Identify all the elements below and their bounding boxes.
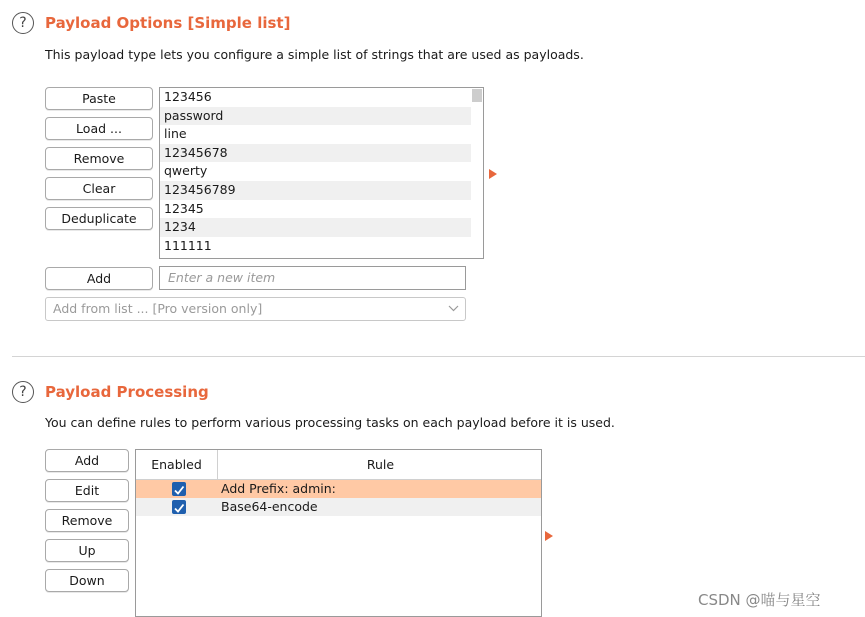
list-item[interactable]: 1234: [160, 218, 471, 237]
expand-arrow-icon[interactable]: [545, 531, 553, 541]
payload-list[interactable]: [159, 87, 484, 259]
load-button[interactable]: Load ...: [45, 117, 153, 140]
paste-button[interactable]: Paste: [45, 87, 153, 110]
table-row[interactable]: [136, 498, 541, 516]
rule-text: Add Prefix: admin:: [221, 481, 336, 496]
payload-processing-title: Payload Processing: [45, 383, 209, 401]
down-button[interactable]: Down: [45, 569, 129, 592]
scrollbar-thumb[interactable]: [472, 89, 482, 102]
enabled-checkbox[interactable]: [172, 482, 186, 496]
deduplicate-button[interactable]: Deduplicate: [45, 207, 153, 230]
list-item[interactable]: 111111: [164, 237, 212, 253]
payload-options-title: Payload Options [Simple list]: [45, 14, 291, 32]
up-button[interactable]: Up: [45, 539, 129, 562]
rule-text: Base64-encode: [221, 499, 318, 514]
add-item-button[interactable]: Add: [45, 267, 153, 290]
column-enabled[interactable]: Enabled: [136, 450, 218, 479]
list-item[interactable]: qwerty: [164, 163, 208, 179]
table-header: [136, 450, 541, 480]
help-icon[interactable]: ?: [12, 12, 34, 34]
list-item[interactable]: password: [160, 107, 471, 126]
payload-processing-description: You can define rules to perform various processing tasks on each payload before it is used.: [45, 415, 615, 430]
list-item[interactable]: 123456789: [160, 181, 471, 200]
list-item[interactable]: line: [164, 126, 187, 142]
chevron-down-icon: [448, 305, 459, 312]
remove-rule-button[interactable]: Remove: [45, 509, 129, 532]
watermark: CSDN @喵与星空: [698, 591, 821, 609]
list-item[interactable]: 12345: [164, 200, 204, 216]
add-from-list-select[interactable]: [45, 297, 466, 321]
clear-button[interactable]: Clear: [45, 177, 153, 200]
edit-rule-button[interactable]: Edit: [45, 479, 129, 502]
remove-button[interactable]: Remove: [45, 147, 153, 170]
expand-arrow-icon[interactable]: [489, 169, 497, 179]
list-item[interactable]: 12345678: [160, 144, 471, 163]
check-icon: [172, 501, 186, 515]
help-icon[interactable]: ?: [12, 381, 34, 403]
rules-table[interactable]: [135, 449, 542, 617]
section-divider: [12, 356, 865, 357]
table-row[interactable]: [136, 480, 541, 498]
new-item-input[interactable]: Enter a new item: [159, 266, 466, 290]
column-rule[interactable]: Rule: [366, 457, 395, 472]
payload-options-description: This payload type lets you configure a simple list of strings that are used as payloads.: [45, 47, 584, 62]
add-from-list-label: Add from list ... [Pro version only]: [53, 301, 263, 316]
list-item[interactable]: 123456: [164, 89, 212, 104]
add-rule-button[interactable]: Add: [45, 449, 129, 472]
check-icon: [172, 483, 186, 497]
enabled-checkbox[interactable]: [172, 500, 186, 514]
list-scrollbar[interactable]: [471, 88, 483, 258]
